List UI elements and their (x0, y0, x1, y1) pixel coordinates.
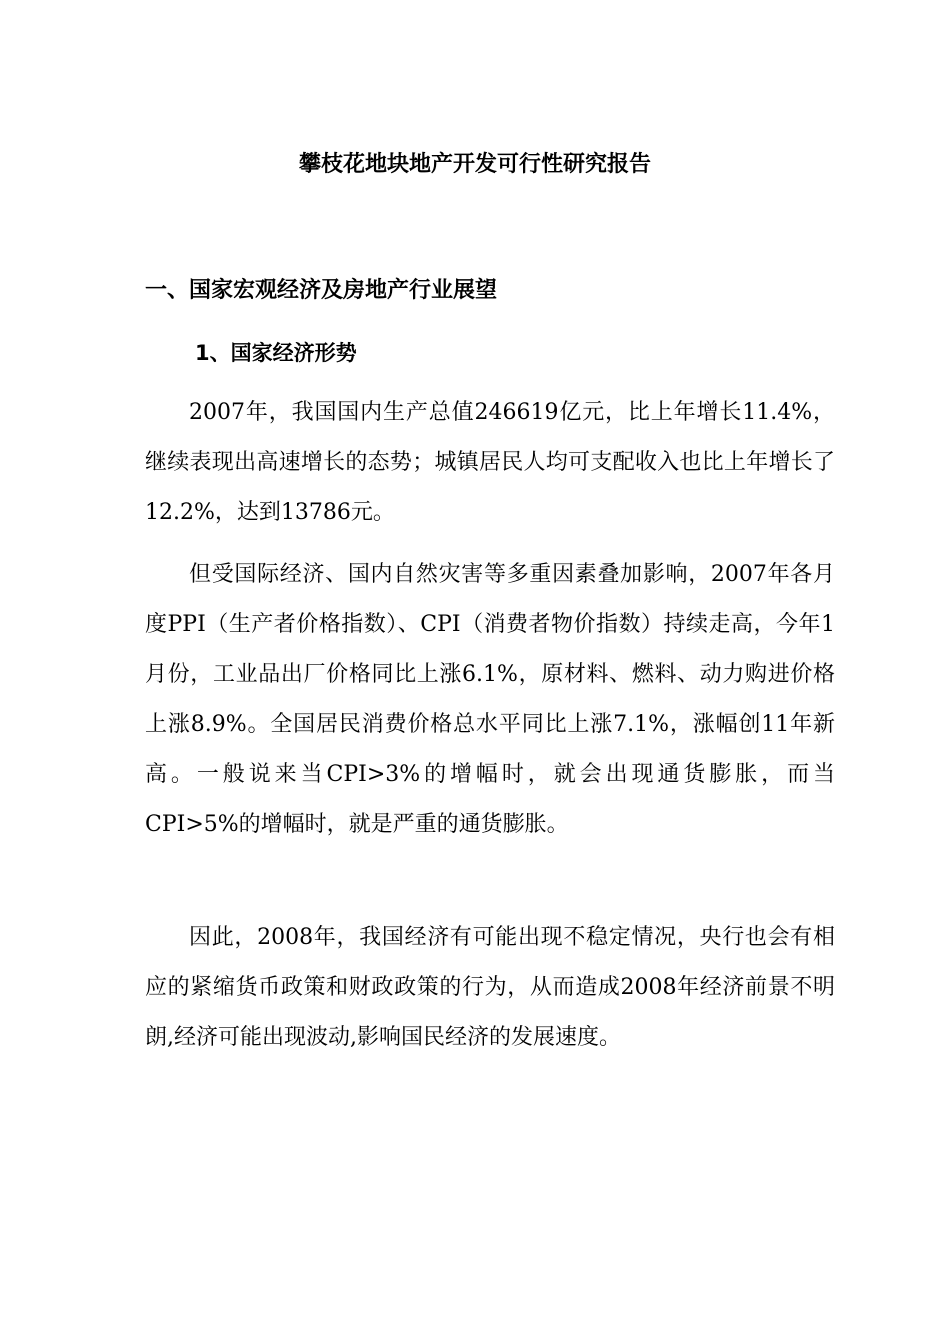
document-title: 攀枝花地块地产开发可行性研究报告 (298, 152, 651, 177)
paragraph-gdp: 2007年，我国国内生产总值246619亿元，比上年增长11.4%，继续表现出高速增长的态势；城镇居民人均可支配收入也比上年增长了12.2%，达到13786元。 (145, 400, 835, 525)
paragraph-outlook: 因此，2008年，我国经济有可能出现不稳定情况，央行也会有相应的紧缩货币政策和财政政策的行为，从而造成2008年经济前景不明朗,经济可能出现波动,影响国民经济的发展速度。 (145, 925, 835, 1050)
paragraph-inflation: 但受国际经济、国内自然灾害等多重因素叠加影响，2007年各月度PPI（生产者价格指数）、CPI（消费者物价指数）持续走高，今年1月份，工业品出厂价格同比上涨6.1%，原材料、燃料、动力购进价格上涨8.9%。全国居民消费价格总水平同比上涨7.1%，涨幅创11年新高。一般说来当CPI>3%的增幅时，就会出现通货膨胀，而当CPI>5%的增幅时，就是严重的通货膨胀。 (145, 562, 835, 837)
section-heading: 一、国家宏观经济及房地产行业展望 (145, 278, 498, 303)
subsection-heading: 1、国家经济形势 (195, 341, 357, 365)
